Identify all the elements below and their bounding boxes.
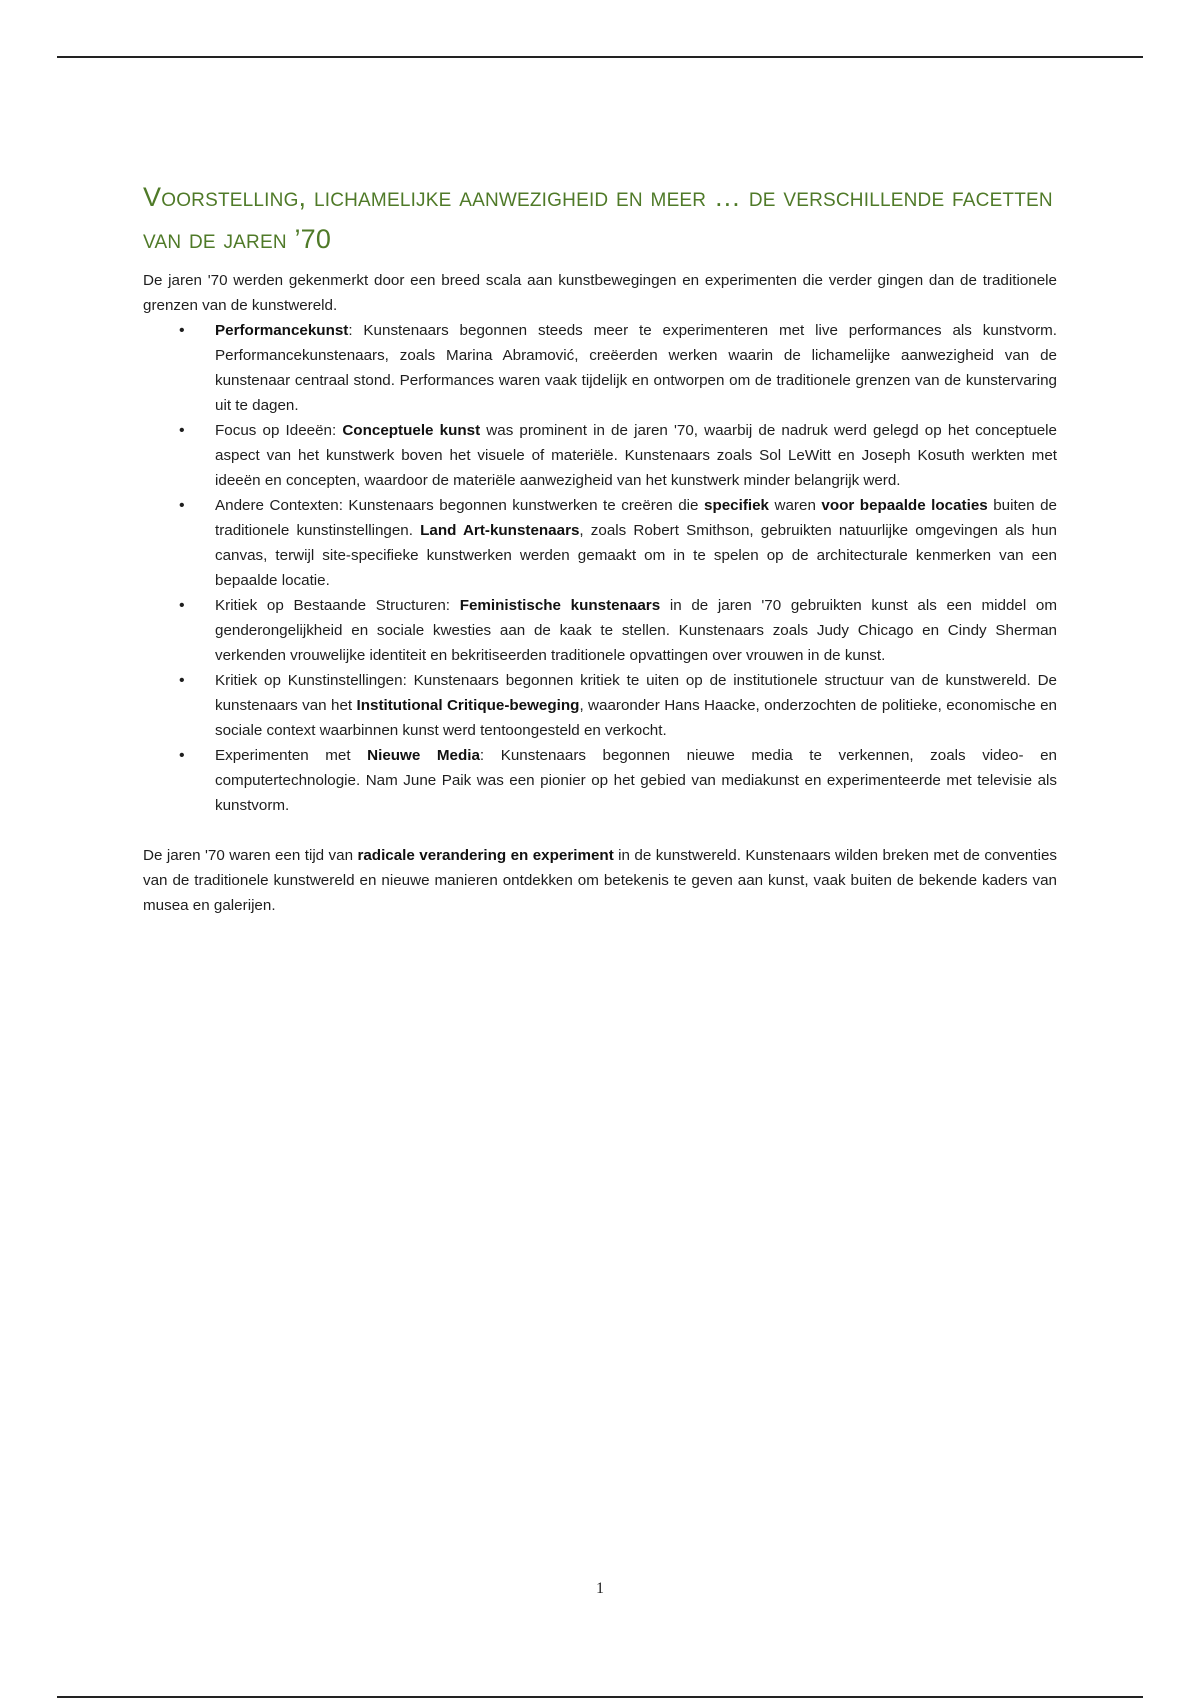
list-item-text <box>215 668 1057 743</box>
intro-paragraph: De jaren '70 werden gekenmerkt door een breed scala aan kunstbewegingen en experimenten die verder gingen dan de traditionele grenzen van de kunstwereld. <box>143 272 1057 314</box>
list-item-text <box>215 493 1057 593</box>
bullet-icon: • <box>179 597 185 614</box>
text-run: in de kunstwereld. Kunstenaars wilden breken met de conventies van de traditionele kunstwereld en nieuwe manieren ontdekken om betekenis te geven aan kunst, vaak buiten de bekende kaders van musea en galerijen. <box>143 847 1057 914</box>
list-item <box>179 418 1057 493</box>
list-item-text <box>215 418 1057 493</box>
document-page <box>143 176 1057 918</box>
bullet-icon: • <box>179 747 185 764</box>
bullet-icon: • <box>179 497 185 514</box>
emphasis-text: Nieuwe Media <box>367 747 480 764</box>
text-run: , waaronder Hans Haacke, onderzochten de politieke, economische en sociale context waarbinnen kunst werd tentoongesteld en verkocht. <box>215 697 1057 739</box>
text-run: Kritiek op Bestaande Structuren: <box>215 597 460 614</box>
text-run: , zoals Robert Smithson, gebruikten natuurlijke omgevingen als hun canvas, terwijl site-specifieke kunstwerken werden gemaakt om in te spelen op de architecturale kenmerken van een bepaalde locatie. <box>215 522 1057 589</box>
bullet-icon: • <box>179 672 185 689</box>
text-run: : Kunstenaars begonnen nieuwe media te verkennen, zoals video- en computertechnologie. Nam June Paik was een pionier op het gebied van mediakunst en experimenteerde met televisie als kunstvorm. <box>215 747 1058 814</box>
section-heading: Voorstelling, lichamelijke aanwezigheid en meer … de verschillende facetten van de jaren ’70 <box>143 182 1053 254</box>
text-run: in de jaren '70 gebruikten kunst als een middel om genderongelijkheid en sociale kwesties aan de kaak te stellen. Kunstenaars zoals Judy Chicago en Cindy Sherman verkenden vrouwelijke identiteit en bekritiseerden traditionele opvattingen over vrouwen in de kunst. <box>215 597 1058 664</box>
emphasis-text: Institutional Critique-beweging <box>356 697 580 714</box>
text-run: buiten de traditionele kunstinstellingen. <box>215 497 1058 539</box>
bullet-icon: • <box>179 322 185 339</box>
emphasis-text: specifiek <box>704 497 770 514</box>
text-run: De jaren '70 waren een tijd van <box>143 847 358 864</box>
emphasis-text: radicale verandering en experiment <box>357 847 614 864</box>
emphasis-text: Conceptuele kunst <box>342 422 481 439</box>
list-item <box>179 493 1058 593</box>
text-run: Focus op Ideeën: <box>215 422 343 439</box>
emphasis-text: Performancekunst <box>215 322 349 339</box>
emphasis-text: voor bepaalde locaties <box>821 497 988 514</box>
footer-rule <box>57 1696 1143 1698</box>
text-run: waren <box>769 497 822 514</box>
list-item-text <box>215 743 1057 818</box>
list-item <box>179 318 1057 418</box>
list-item <box>179 668 1057 743</box>
emphasis-text: Feministische kunstenaars <box>459 597 661 614</box>
text-run: Andere Contexten: Kunstenaars begonnen kunstwerken te creëren die <box>215 497 704 514</box>
conclusion-paragraph <box>143 843 1057 918</box>
header-rule <box>57 56 1143 58</box>
list-item-text <box>215 593 1057 668</box>
text-run: : Kunstenaars begonnen steeds meer te experimenteren met live performances als kunstvorm. Performancekunstenaars, zoals Marina Abramović, creëerden werken waarin de lichamelijke aanwezigheid van de kunstenaar centraal stond. Performances waren vaak tijdelijk en ontworpen om de traditionele grenzen van de kunstervaring uit te dagen. <box>215 322 1057 414</box>
list-item-text <box>215 318 1057 418</box>
text-run: Kritiek op Kunstinstellingen: Kunstenaars begonnen kritiek te uiten op de institutionele structuur van de kunstwereld. De kunstenaars van het <box>215 672 1057 714</box>
emphasis-text: Land Art-kunstenaars <box>420 522 580 539</box>
text-run: Experimenten met <box>215 747 368 764</box>
list-item <box>179 743 1058 818</box>
bullet-icon: • <box>179 422 185 439</box>
list-item <box>179 593 1058 668</box>
text-run: was prominent in de jaren '70, waarbij de nadruk werd gelegd op het conceptuele aspect van het kunstwerk boven het visuele of materiële. Kunstenaars zoals Sol LeWitt en Joseph Kosuth werkten met ideeën en concepten, waardoor de materiële aanwezigheid van het kunstwerk minder belangrijk werd. <box>215 422 1057 489</box>
facets-list <box>143 318 1057 818</box>
page-number: 1 <box>596 1580 604 1597</box>
